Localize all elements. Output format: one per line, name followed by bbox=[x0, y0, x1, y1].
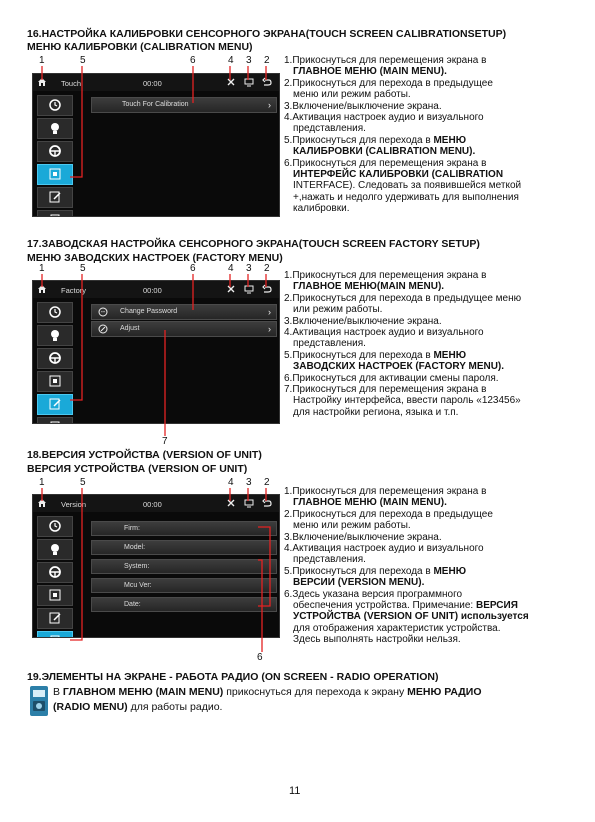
row-label: System: bbox=[124, 563, 150, 570]
section-19-line-1: В ГЛАВНОМ МЕНЮ (MAIN MENU) прикоснуться для перехода к экрану МЕНЮ РАДИО bbox=[53, 686, 482, 698]
row-firm bbox=[91, 521, 277, 536]
step-line: 4.Активация настроек аудио и визуального bbox=[284, 112, 484, 124]
step-line: или режим работы. bbox=[293, 304, 383, 316]
clock: 00:00 bbox=[143, 500, 162, 509]
bulb-icon bbox=[48, 121, 62, 135]
step-line: для отображения характеристик устройства. bbox=[293, 622, 501, 634]
tools-icon[interactable] bbox=[226, 284, 236, 294]
clock-icon bbox=[48, 305, 62, 319]
step-line: 5.Прикоснуться для перехода в МЕНЮ bbox=[284, 349, 467, 361]
callout-6: 6 bbox=[190, 55, 196, 66]
sidebar-item-clock[interactable] bbox=[37, 302, 73, 323]
screen-title: Factory bbox=[61, 286, 87, 295]
home-icon[interactable] bbox=[37, 77, 47, 87]
callout-5: 5 bbox=[80, 55, 86, 66]
callout-2: 2 bbox=[264, 477, 270, 488]
row-label: Mcu Ver: bbox=[124, 582, 152, 589]
sidebar-item-calibration[interactable] bbox=[37, 371, 73, 392]
section-16-title: 16.НАСТРОЙКА КАЛИБРОВКИ СЕНСОРНОГО ЭКРАНА(TOUCH SCREEN CALIBRATIONSETUP) bbox=[27, 28, 507, 40]
step-line: 6.Здесь указана версия программного bbox=[284, 588, 463, 600]
callout-2: 2 bbox=[264, 263, 270, 274]
screen-calibration bbox=[32, 73, 280, 217]
step-line: ИНТЕРФЕЙС КАЛИБРОВКИ (CALIBRATION bbox=[293, 169, 504, 181]
clock-icon bbox=[48, 98, 62, 112]
row-system bbox=[91, 559, 277, 574]
sidebar-item-calibration[interactable] bbox=[37, 585, 73, 606]
step-line: 5.Прикоснуться для перехода в МЕНЮ bbox=[284, 565, 467, 577]
row-label: Change Password bbox=[120, 308, 178, 315]
step-line: INTERFACE). Следовать за появившейся меткой bbox=[293, 180, 522, 192]
sidebar-item-info[interactable] bbox=[37, 210, 73, 217]
sidebar-item-edit[interactable] bbox=[37, 608, 73, 629]
step-line: ГЛАВНОЕ МЕНЮ (MAIN MENU). bbox=[293, 66, 447, 78]
home-icon[interactable] bbox=[37, 284, 47, 294]
screen-version bbox=[32, 494, 280, 638]
section-17-subtitle: МЕНЮ ЗАВОДСКИХ НАСТРОЕК (FACTORY MENU) bbox=[27, 252, 283, 264]
step-line: 6.Прикоснуться для активации смены пароля. bbox=[284, 372, 499, 384]
sidebar-item-light[interactable] bbox=[37, 325, 73, 346]
step-line: представления. bbox=[293, 123, 366, 135]
home-icon[interactable] bbox=[37, 498, 47, 508]
sidebar-item-steering[interactable] bbox=[37, 141, 73, 162]
step-line: 4.Активация настроек аудио и визуального bbox=[284, 543, 484, 555]
row-date bbox=[91, 597, 277, 612]
step-line: калибровки. bbox=[293, 203, 350, 215]
callout-6: 6 bbox=[257, 652, 263, 663]
clock-icon bbox=[48, 519, 62, 533]
step-line: +,нажать и недолго удерживать для выполнения bbox=[293, 191, 519, 203]
chevron-right-icon: › bbox=[268, 100, 271, 110]
section-18-title: 18.ВЕРСИЯ УСТРОЙСТВА (VERSION OF UNIT) bbox=[27, 449, 262, 461]
callout-3: 3 bbox=[246, 477, 252, 488]
row-model bbox=[91, 540, 277, 555]
step-line: 6.Прикоснуться для перемещения экрана в bbox=[284, 157, 487, 169]
sidebar-item-edit[interactable] bbox=[37, 187, 73, 208]
step-line: представления. bbox=[293, 338, 366, 350]
sidebar-item-info[interactable] bbox=[37, 417, 73, 424]
callout-1: 1 bbox=[39, 263, 45, 274]
sidebar-item-steering[interactable] bbox=[37, 348, 73, 369]
callout-7: 7 bbox=[162, 436, 168, 447]
screen-title: Touch bbox=[61, 79, 82, 88]
steering-wheel-icon bbox=[48, 144, 62, 158]
chevron-right-icon: › bbox=[268, 324, 271, 334]
top-bar bbox=[33, 74, 279, 91]
step-line: меню или режим работы. bbox=[293, 520, 411, 532]
edit-icon bbox=[48, 190, 62, 204]
callout-4: 4 bbox=[228, 263, 234, 274]
svg-text:***: *** bbox=[100, 310, 106, 315]
step-line: 4.Активация настроек аудио и визуального bbox=[284, 327, 484, 339]
radio-icon bbox=[30, 686, 48, 716]
row-touch-calibration[interactable] bbox=[91, 97, 277, 113]
clipboard-icon bbox=[48, 213, 62, 217]
back-icon[interactable] bbox=[262, 77, 272, 87]
bulb-icon bbox=[48, 328, 62, 342]
steps-16 bbox=[284, 55, 521, 215]
row-label: Touch For Calibration bbox=[122, 101, 189, 108]
row-label: Date: bbox=[124, 601, 141, 608]
sidebar-item-clock[interactable] bbox=[37, 516, 73, 537]
screen-off-icon[interactable] bbox=[244, 498, 254, 508]
steering-wheel-icon bbox=[48, 565, 62, 579]
step-line: 1.Прикоснуться для перемещения экрана в bbox=[284, 486, 487, 497]
step-line: ГЛАВНОЕ МЕНЮ (MAIN MENU). bbox=[293, 497, 447, 509]
steering-wheel-icon bbox=[48, 351, 62, 365]
tools-icon[interactable] bbox=[226, 498, 236, 508]
screen-factory bbox=[32, 280, 280, 424]
step-line: 3.Включение/выключение экрана. bbox=[284, 100, 442, 112]
row-label: Model: bbox=[124, 544, 146, 551]
section-16-subtitle: МЕНЮ КАЛИБРОВКИ (CALIBRATION MENU) bbox=[27, 41, 253, 53]
top-bar bbox=[33, 495, 279, 512]
step-line: ВЕРСИИ (VERSION MENU). bbox=[293, 577, 425, 589]
back-icon[interactable] bbox=[262, 498, 272, 508]
calibration-icon bbox=[48, 588, 62, 602]
step-line: КАЛИБРОВКИ (CALIBRATION MENU). bbox=[293, 146, 476, 158]
screen-off-icon[interactable] bbox=[244, 77, 254, 87]
callout-3: 3 bbox=[246, 263, 252, 274]
step-line: УСТРОЙСТВА (VERSION OF UNIT) используется bbox=[293, 611, 529, 623]
password-icon bbox=[98, 307, 108, 317]
section-17-title: 17.ЗАВОДСКАЯ НАСТРОЙКА СЕНСОРНОГО ЭКРАНА(TOUCH SCREEN FACTORY SETUP) bbox=[27, 238, 480, 250]
back-icon[interactable] bbox=[262, 284, 272, 294]
callout-1: 1 bbox=[39, 477, 45, 488]
step-line: ГЛАВНОЕ МЕНЮ(MAIN MENU). bbox=[293, 281, 445, 293]
step-line: для настройки региона, языка и т.п. bbox=[293, 406, 459, 418]
sidebar-item-clock[interactable] bbox=[37, 95, 73, 116]
sidebar-item-version[interactable] bbox=[37, 631, 73, 638]
adjust-icon bbox=[98, 324, 108, 334]
calibration-icon bbox=[48, 167, 62, 181]
callout-4: 4 bbox=[228, 55, 234, 66]
sidebar-item-factory[interactable] bbox=[37, 394, 73, 415]
clock: 00:00 bbox=[143, 286, 162, 295]
row-label: Firm: bbox=[124, 525, 140, 532]
clipboard-icon bbox=[48, 420, 62, 424]
step-line: ЗАВОДСКИХ НАСТРОЕК (FACTORY MENU). bbox=[293, 361, 505, 373]
sidebar-item-calibration[interactable] bbox=[37, 164, 73, 185]
step-line: 2.Прикоснуться для перехода в предыдущее меню bbox=[284, 292, 522, 304]
step-line: 2.Прикоснуться для перехода в предыдущее bbox=[284, 508, 493, 520]
section-19-line-2: (RADIO MENU) для работы радио. bbox=[53, 701, 223, 713]
step-line: 2.Прикоснуться для перехода в предыдущее bbox=[284, 77, 493, 89]
callout-4: 4 bbox=[228, 477, 234, 488]
sidebar-item-steering[interactable] bbox=[37, 562, 73, 583]
steps-18 bbox=[284, 486, 529, 646]
callout-2: 2 bbox=[264, 55, 270, 66]
bulb-icon bbox=[48, 542, 62, 556]
step-line: 7.Прикоснуться для перемещения экрана в bbox=[284, 384, 487, 396]
section-18-subtitle: ВЕРСИЯ УСТРОЙСТВА (VERSION OF UNIT) bbox=[27, 463, 248, 475]
page-number: 11 bbox=[289, 785, 301, 797]
callout-5: 5 bbox=[80, 477, 86, 488]
screen-off-icon[interactable] bbox=[244, 284, 254, 294]
step-line: обеспечения устройства. Примечание: ВЕРСИЯ bbox=[293, 600, 518, 612]
sidebar-item-light[interactable] bbox=[37, 118, 73, 139]
callout-6: 6 bbox=[190, 263, 196, 274]
screen-title: Version bbox=[61, 500, 87, 509]
row-label: Adjust bbox=[120, 325, 140, 332]
tools-icon[interactable] bbox=[226, 77, 236, 87]
section-19-title: 19.ЭЛЕМЕНТЫ НА ЭКРАНЕ - РАБОТА РАДИО (ON SCREEN - RADIO OPERATION) bbox=[27, 671, 439, 683]
clipboard-icon bbox=[48, 634, 62, 638]
callout-1: 1 bbox=[39, 55, 45, 66]
callout-3: 3 bbox=[246, 55, 252, 66]
steps-17 bbox=[284, 270, 521, 418]
callout-5: 5 bbox=[80, 263, 86, 274]
edit-icon bbox=[48, 397, 62, 411]
step-line: 1.Прикоснуться для перемещения экрана в bbox=[284, 55, 487, 66]
clock: 00:00 bbox=[143, 79, 162, 88]
row-adjust[interactable] bbox=[91, 321, 277, 337]
step-line: Здесь выполнять настройки нельзя. bbox=[293, 634, 461, 646]
step-line: 3.Включение/выключение экрана. bbox=[284, 315, 442, 327]
step-line: представления. bbox=[293, 554, 366, 566]
chevron-right-icon: › bbox=[268, 307, 271, 317]
step-line: 5.Прикоснуться для перехода в МЕНЮ bbox=[284, 134, 467, 146]
row-change-password[interactable] bbox=[91, 304, 277, 320]
top-bar bbox=[33, 281, 279, 298]
edit-icon bbox=[48, 611, 62, 625]
step-line: Настройку интерфейса, ввести пароль «123456» bbox=[293, 395, 521, 407]
step-line: 1.Прикоснуться для перемещения экрана в bbox=[284, 270, 487, 281]
calibration-icon bbox=[48, 374, 62, 388]
step-line: меню или режим работы. bbox=[293, 89, 411, 101]
step-line: 3.Включение/выключение экрана. bbox=[284, 531, 442, 543]
row-mcu-ver bbox=[91, 578, 277, 593]
sidebar-item-light[interactable] bbox=[37, 539, 73, 560]
